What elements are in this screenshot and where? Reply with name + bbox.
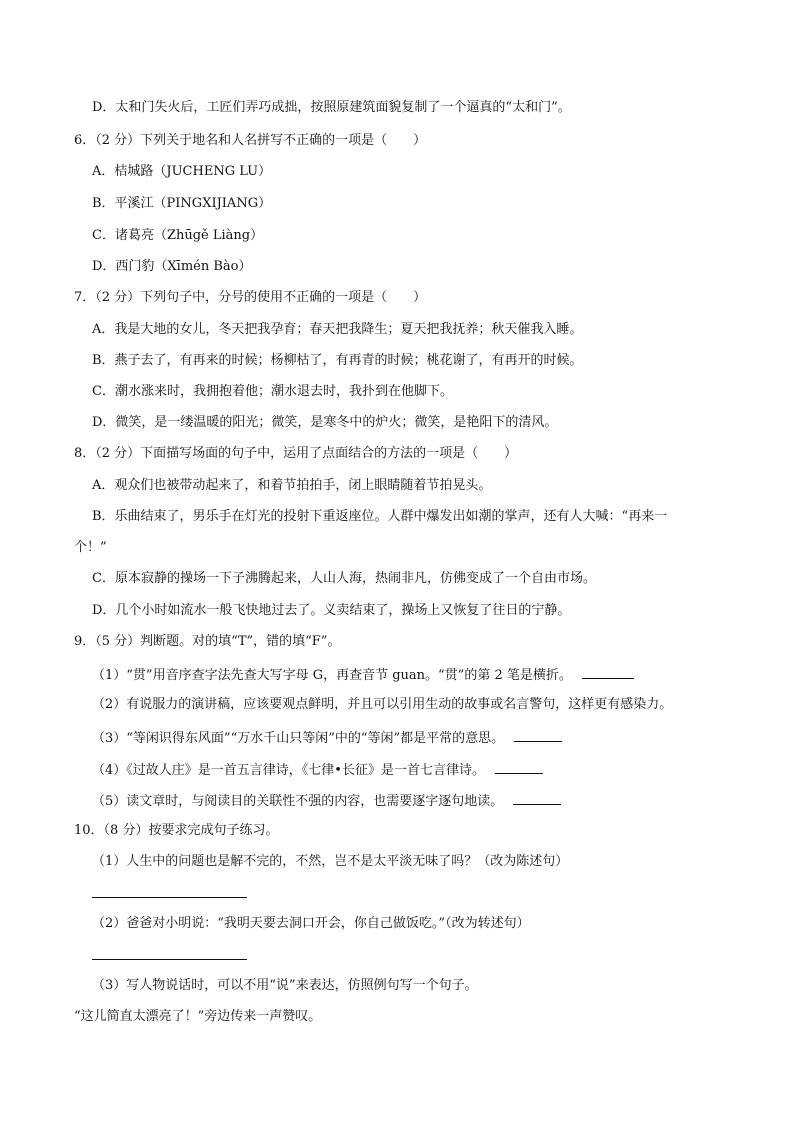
q8-option-b-continued: 个！” — [74, 540, 107, 555]
answer-blank[interactable] — [514, 728, 562, 742]
q10-item-1-answer-line[interactable] — [92, 897, 247, 898]
q7-option-a: A．我是大地的女儿，冬天把我孕育；春天把我降生；夏天把我抚养；秋天催我入睡。 — [92, 322, 583, 337]
q6-option-d: D．西门豹（Xīmén Bào） — [92, 259, 252, 274]
q8-stem: 8．（2 分）下面描写场面的句子中，运用了点面结合的方法的一项是（ ） — [74, 446, 518, 461]
q8-option-a: A．观众们也被带动起来了，和着节拍拍手，闭上眼睛随着节拍晃头。 — [92, 478, 492, 493]
q9-item-3 — [92, 728, 562, 748]
answer-blank[interactable] — [582, 665, 634, 679]
q10-item-2: （2）爸爸对小明说：“我明天要去洞口开会，你自己做饭吃。”（改为转述句） — [92, 916, 530, 931]
answer-blank[interactable] — [513, 791, 561, 805]
q7-option-c: C．潮水涨来时，我拥抱着他；潮水退去时，我扑到在他脚下。 — [92, 384, 453, 399]
q5-option-d: D．太和门失火后，工匠们弄巧成拙，按照原建筑面貌复制了一个逼真的“太和门”。 — [92, 100, 571, 115]
q8-option-d: D．几个小时如流水一般飞快地过去了。义卖结束了，操场上又恢复了往日的宁静。 — [92, 603, 571, 618]
q8-option-b: B．乐曲结束了，男乐手在灯光的投射下重返座位。人群中爆发出如潮的掌声，还有人大喊：“再来一 — [92, 509, 668, 524]
q9-item-1-text: （1）“贯”用音序查字法先查大写字母 G，再查音节 guan。“贯”的第 2 笔是横折。 — [92, 668, 572, 683]
answer-blank[interactable] — [495, 760, 543, 774]
q9-item-4 — [92, 760, 543, 780]
q9-item-2 — [92, 696, 672, 714]
q6-option-c: C．诸葛亮（Zhūgě Liàng） — [92, 228, 264, 243]
q7-option-d: D．微笑，是一缕温暖的阳光；微笑，是寒冬中的炉火；微笑，是艳阳下的清风。 — [92, 415, 558, 430]
q10-stem: 10．（8 分）按要求完成句子练习。 — [74, 823, 279, 838]
q10-item-1: （1）人生中的问题也是解不完的，不然，岂不是太平淡无味了吗？（改为陈述句） — [92, 854, 569, 869]
q6-stem: 6．（2 分）下列关于地名和人名拼写不正确的一项是（ ） — [74, 133, 427, 148]
q10-example-sentence: “这儿简直太漂亮了！”旁边传来一声赞叹。 — [74, 1009, 322, 1024]
q6-option-a: A．桔城路（JUCHENG LU） — [92, 164, 272, 179]
q9-item-1 — [92, 665, 634, 685]
q8-option-c: C．原本寂静的操场一下子沸腾起来，人山人海，热闹非凡，仿佛变成了一个自由市场。 — [92, 571, 596, 586]
q7-stem: 7．（2 分）下列句子中，分号的使用不正确的一项是（ ） — [74, 290, 427, 305]
q9-item-5 — [92, 791, 561, 811]
q7-option-b: B．燕子去了，有再来的时候；杨柳枯了，有再青的时候；桃花谢了，有再开的时候。 — [92, 353, 583, 368]
q9-stem: 9．（5 分）判断题。对的填“T”，错的填“F”。 — [74, 634, 341, 649]
q9-item-4-text: （4）《过故人庄》是一首五言律诗，《七律•长征》是一首七言律诗。 — [92, 763, 485, 778]
q9-item-2-text: （2）有说服力的演讲稿，应该要观点鲜明，并且可以引用生动的故事或名言警句，这样更有感染力。 — [92, 697, 673, 712]
q6-option-b: B．平溪江（PINGXIJIANG） — [92, 196, 272, 211]
q9-item-3-text: （3）“等闲识得东风面”“万水千山只等闲”中的“等闲”都是平常的意思。 — [92, 731, 505, 746]
q9-item-5-text: （5）读文章时，与阅读目的关联性不强的内容，也需要逐字逐句地读。 — [92, 794, 504, 809]
q10-item-3: （3）写人物说话时，可以不用“说”来表达，仿照例句写一个句子。 — [92, 978, 478, 993]
q10-item-2-answer-line[interactable] — [92, 959, 247, 960]
